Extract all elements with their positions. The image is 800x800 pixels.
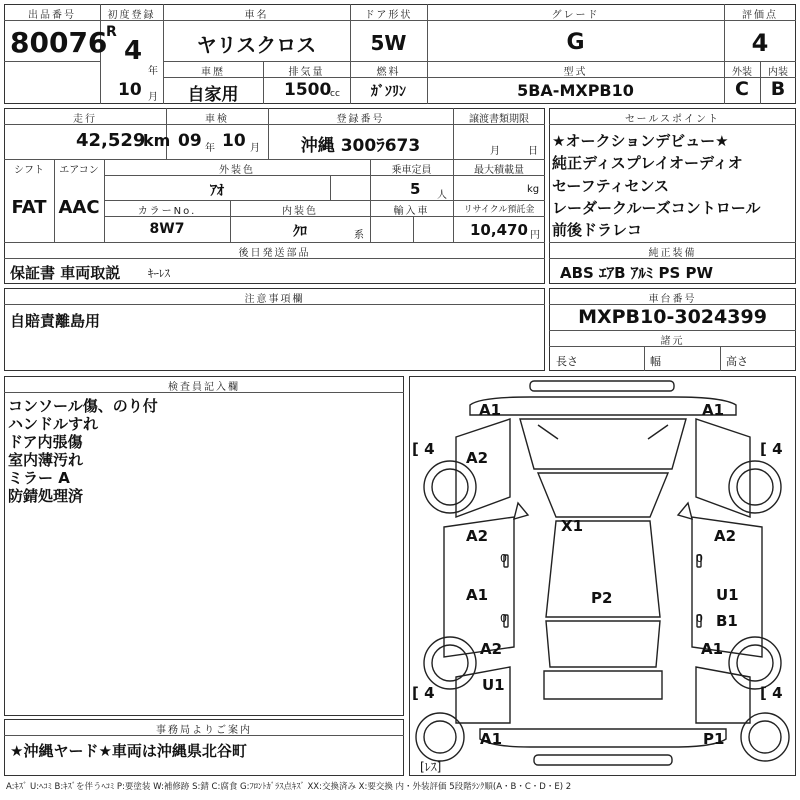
first-reg-year-unit: 年 bbox=[148, 66, 158, 77]
ac-label: エアコン bbox=[59, 165, 99, 176]
notes-label: 注意事項欄 bbox=[244, 294, 305, 305]
damage-mark: X1 bbox=[561, 517, 584, 535]
int-color-unit: 系 bbox=[354, 230, 364, 241]
damage-mark: U1 bbox=[482, 676, 505, 694]
inspector-line: ミラー A bbox=[8, 469, 70, 487]
capacity-unit: 人 bbox=[437, 190, 447, 201]
inspection-year: 09 bbox=[178, 131, 202, 151]
int-score-value: B bbox=[770, 78, 786, 100]
plate-value: 沖縄 300ﾗ673 bbox=[300, 136, 421, 156]
fuel-label: 燃料 bbox=[376, 67, 401, 78]
handle-zero: 0 bbox=[696, 552, 703, 565]
handle-zero: 0 bbox=[500, 612, 507, 625]
max-load-label: 最大積載量 bbox=[474, 165, 524, 176]
inspector-line: コンソール傷、のり付 bbox=[8, 397, 158, 415]
damage-mark: U1 bbox=[716, 586, 739, 604]
capacity-value: 5 bbox=[410, 180, 421, 198]
ext-score-label: 外装 bbox=[732, 67, 752, 78]
sales-point-item: レーダークルーズコントロール bbox=[552, 199, 761, 217]
grade-label: グレード bbox=[551, 10, 600, 21]
car-diagram-panel bbox=[409, 376, 796, 776]
first-reg-year: 4 bbox=[124, 36, 143, 66]
inspection-label: 車検 bbox=[205, 114, 229, 125]
handle-zero: 0 bbox=[500, 552, 507, 565]
damage-mark: A2 bbox=[466, 449, 489, 467]
chassis-label: 車台番号 bbox=[648, 294, 697, 305]
transfer-day-unit: 日 bbox=[528, 146, 538, 157]
model-value: 5BA-MXPB10 bbox=[517, 81, 634, 100]
tire-tread: [ 4 bbox=[760, 440, 783, 458]
recycle-value: 10,470 bbox=[470, 221, 528, 239]
tire-tread: [ 4 bbox=[760, 684, 783, 702]
inspector-line: ドア内張傷 bbox=[8, 433, 83, 451]
sales-points-label: セールスポイント bbox=[624, 114, 721, 125]
recycle-label: リサイクル預託金 bbox=[463, 205, 535, 215]
handle-zero: 0 bbox=[696, 612, 703, 625]
int-score-label: 内装 bbox=[768, 67, 788, 78]
damage-mark: A1 bbox=[466, 586, 489, 604]
damage-mark: A1 bbox=[701, 640, 724, 658]
damage-mark: A1 bbox=[702, 401, 725, 419]
lot-number: 80076 bbox=[10, 26, 108, 59]
inspection-year-unit: 年 bbox=[205, 143, 215, 154]
inspector-line: ハンドルすれ bbox=[8, 415, 99, 433]
chassis-value: MXPB10-3024399 bbox=[578, 306, 767, 328]
plate-label: 登録番号 bbox=[336, 114, 385, 125]
spec-width-label: 幅 bbox=[650, 355, 661, 368]
mileage-value: 42,529 bbox=[76, 130, 146, 151]
ac-value: AAC bbox=[58, 197, 100, 218]
capacity-label: 乗車定員 bbox=[391, 165, 432, 176]
model-label: 型式 bbox=[563, 67, 588, 78]
office-label: 事務局よりご案内 bbox=[156, 725, 252, 736]
door-label: ドア形状 bbox=[364, 10, 413, 21]
shift-label: シフト bbox=[14, 165, 44, 176]
recycle-unit: 円 bbox=[530, 230, 540, 241]
door-type: 5W bbox=[370, 31, 407, 55]
equipment-value: ABS ｴｱB ｱﾙﾐ PS PW bbox=[560, 264, 714, 282]
first-reg-month-unit: 月 bbox=[148, 92, 158, 103]
color-no-label: カラーNo. bbox=[137, 206, 197, 217]
history-label: 車歴 bbox=[201, 67, 225, 78]
first-reg-label: 初度登録 bbox=[107, 10, 156, 21]
specs-label: 諸元 bbox=[660, 336, 685, 347]
int-color-value: ｸﾛ bbox=[293, 224, 307, 240]
displacement-value: 1500 bbox=[284, 80, 332, 100]
inspection-month: 10 bbox=[222, 131, 246, 151]
office-value: ★沖縄ヤード★車両は沖縄県北谷町 bbox=[10, 742, 247, 760]
score-value: 4 bbox=[751, 29, 769, 57]
spare-tire: [ﾚｽ] bbox=[420, 760, 442, 774]
ext-color-value: ｱｵ bbox=[210, 183, 224, 199]
later-parts-small: ｷｰﾚｽ bbox=[148, 267, 170, 280]
later-parts-value: 保証書 車両取説 bbox=[10, 264, 121, 282]
sales-point-item: ★オークションデビュー★ bbox=[552, 132, 729, 150]
displacement-unit: cc bbox=[330, 89, 340, 99]
inspector-label: 検査員記入欄 bbox=[168, 382, 240, 393]
tire-tread: [ 4 bbox=[412, 684, 435, 702]
inspector-line: 室内薄汚れ bbox=[8, 451, 84, 469]
notes-value: 自賠責離島用 bbox=[10, 312, 101, 330]
first-reg-month: 10 bbox=[118, 80, 142, 100]
inspection-month-unit: 月 bbox=[250, 143, 260, 154]
lot-label: 出品番号 bbox=[28, 10, 76, 21]
spec-height-label: 高さ bbox=[726, 355, 748, 368]
damage-mark: P2 bbox=[591, 589, 613, 607]
transfer-label: 譲渡書類期限 bbox=[469, 114, 529, 125]
damage-mark: P1 bbox=[703, 730, 725, 748]
car-name: ヤリスクロス bbox=[196, 33, 317, 57]
grade: G bbox=[566, 30, 585, 55]
import-label: 輸入車 bbox=[393, 206, 430, 217]
shift-value: FAT bbox=[11, 197, 47, 218]
car-outline bbox=[410, 377, 795, 775]
car-name-label: 車名 bbox=[244, 10, 269, 21]
ext-score-value: C bbox=[735, 78, 749, 100]
score-label: 評価点 bbox=[742, 10, 778, 21]
mileage-label: 走行 bbox=[73, 114, 97, 125]
color-no-value: 8W7 bbox=[149, 221, 185, 237]
fuel-value: ｶﾞｿﾘﾝ bbox=[371, 84, 406, 100]
damage-mark: A2 bbox=[714, 527, 737, 545]
equipment-label: 純正装備 bbox=[648, 248, 697, 259]
damage-mark: A1 bbox=[479, 401, 502, 419]
damage-mark: A2 bbox=[466, 527, 489, 545]
damage-mark: B1 bbox=[716, 612, 738, 630]
damage-mark: A1 bbox=[480, 730, 503, 748]
mileage-unit: km bbox=[143, 131, 171, 150]
spec-length-label: 長さ bbox=[556, 355, 578, 368]
damage-legend: A:ｷｽﾞ U:ﾍｺﾐ B:ｷｽﾞを伴うﾍｺﾐ P:要塗装 W:補修跡 S:錆 C:腐食 G:ﾌﾛﾝﾄｶﾞﾗｽ点ｷｽﾞ XX:交換済み X:要交換 内・外装評価 5段階ﾗﾝｸ順(A・B・C・D・E) 2 bbox=[6, 782, 572, 792]
sales-point-item: セーフティセンス bbox=[552, 177, 670, 195]
int-color-label: 内装色 bbox=[282, 206, 318, 217]
damage-mark: A2 bbox=[480, 640, 503, 658]
sales-point-item: 純正ディスプレイオーディオ bbox=[552, 154, 743, 172]
sales-point-item: 前後ドラレコ bbox=[552, 221, 643, 239]
tire-tread: [ 4 bbox=[412, 440, 435, 458]
ext-color-label: 外装色 bbox=[219, 165, 255, 176]
later-parts-label: 後日発送部品 bbox=[238, 248, 311, 259]
history-value: 自家用 bbox=[187, 85, 239, 105]
displacement-label: 排気量 bbox=[288, 67, 325, 78]
transfer-month-unit: 月 bbox=[490, 146, 500, 157]
first-reg-era: R bbox=[106, 24, 117, 40]
max-load-unit: kg bbox=[527, 184, 540, 195]
inspector-line: 防錆処理済 bbox=[8, 487, 84, 505]
